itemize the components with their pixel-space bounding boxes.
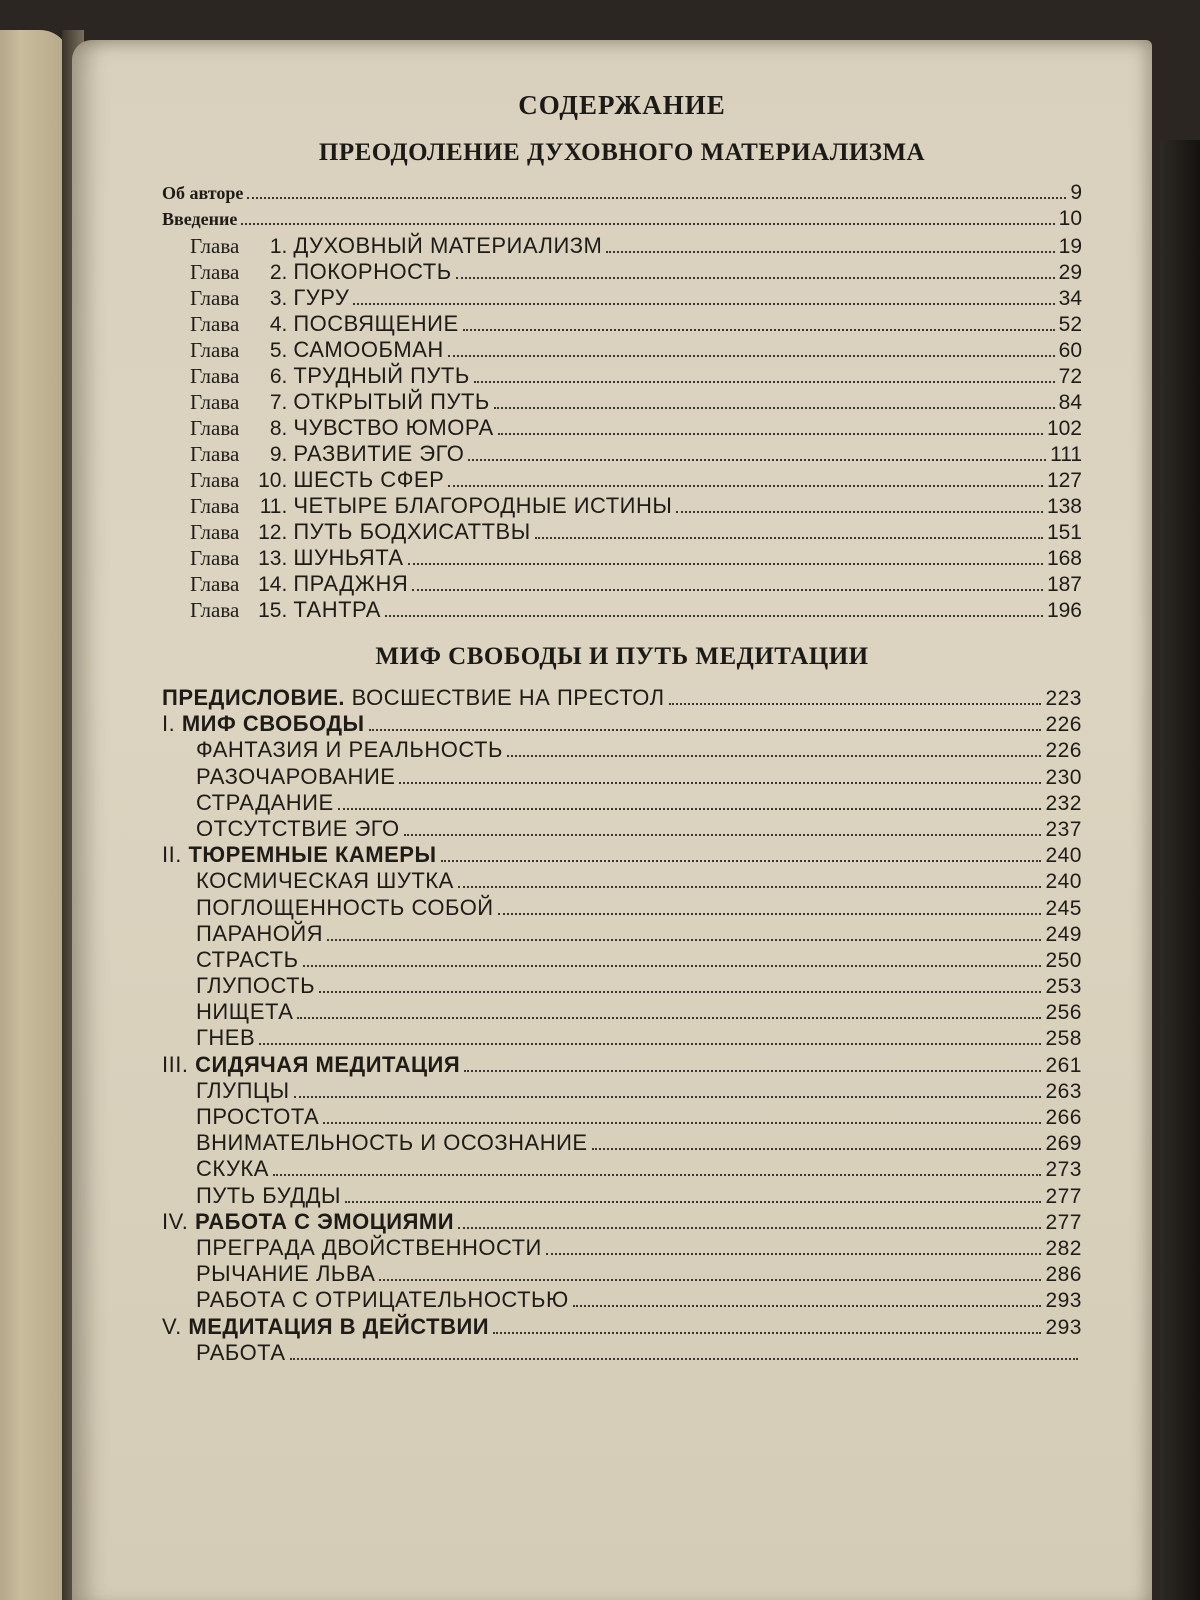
dot-leader <box>441 860 1042 862</box>
section-title: РАБОТА С ЭМОЦИЯМИ <box>195 1208 455 1234</box>
dot-leader <box>464 1070 1041 1072</box>
section-label <box>162 1052 460 1078</box>
left-page-edge <box>0 30 70 1600</box>
chapter-number: 8. <box>269 417 288 440</box>
right-cover-edge <box>1160 140 1200 1600</box>
chapter-title: ПОСВЯЩЕНИЕ <box>293 311 459 336</box>
dot-leader <box>319 991 1041 993</box>
page-number: 226 <box>1045 713 1082 737</box>
page-number: 127 <box>1046 469 1082 492</box>
chapter-word: Глава <box>190 572 240 596</box>
page-number: 151 <box>1046 521 1082 544</box>
page-number: 60 <box>1058 339 1082 362</box>
chapter-number: 15. <box>258 599 288 622</box>
subsection-label: ПАРАНОЙЯ <box>196 920 324 946</box>
section-label <box>162 1314 489 1340</box>
chapter-title: ПРАДЖНЯ <box>293 571 409 596</box>
chapter-word: Глава <box>190 338 240 362</box>
preface-rest: ВОСШЕСТВИЕ НА ПРЕСТОЛ <box>345 685 665 710</box>
dot-leader <box>404 834 1042 836</box>
subsection-label: ПРЕГРАДА ДВОЙСТВЕННОСТИ <box>196 1234 542 1260</box>
chapter-word: Глава <box>190 416 240 440</box>
chapter-entry <box>162 519 1082 545</box>
page-number: 277 <box>1045 1184 1082 1208</box>
dot-leader <box>259 1043 1041 1045</box>
chapter-entry <box>162 259 1082 285</box>
subsection-entry <box>162 764 1082 790</box>
chapter-entry <box>162 415 1082 441</box>
page-number: 293 <box>1045 1315 1082 1339</box>
toc-entry <box>162 207 1082 233</box>
subsection-entry <box>162 999 1082 1025</box>
chapter-title: ГУРУ <box>293 285 350 310</box>
subsection-entry <box>162 1261 1082 1287</box>
chapter-entry <box>162 467 1082 493</box>
chapter-number: 12. <box>258 521 288 544</box>
toc-entry <box>162 181 1082 207</box>
dot-leader <box>448 355 1055 357</box>
subsection-label: РАБОТА С ОТРИЦАТЕЛЬНОСТЬЮ <box>196 1287 569 1313</box>
subsection-label: ГЛУПОСТЬ <box>196 973 316 999</box>
table-of-contents <box>162 90 1082 1366</box>
page-number: 52 <box>1058 313 1082 336</box>
chapter-entry <box>162 571 1082 597</box>
page-number: 230 <box>1045 765 1082 789</box>
chapter-title: САМООБМАН <box>293 337 444 362</box>
chapter-word: Глава <box>190 468 240 492</box>
dot-leader <box>468 459 1046 461</box>
page-number: 226 <box>1045 739 1082 763</box>
entry-label: Об авторе <box>162 183 244 203</box>
subsection-label: ПОГЛОЩЕННОСТЬ СОБОЙ <box>196 894 494 920</box>
subsection-label: НИЩЕТА <box>196 999 294 1025</box>
subsection-entry <box>162 1130 1082 1156</box>
subsection-entry <box>162 1340 1082 1366</box>
dot-leader <box>327 939 1041 941</box>
dot-leader <box>448 485 1043 487</box>
chapter-entry <box>162 285 1082 311</box>
page-number: 232 <box>1045 791 1082 815</box>
subsection-label: СТРАДАНИЕ <box>196 789 334 815</box>
page-number: 19 <box>1058 235 1082 258</box>
page-number: 256 <box>1045 1001 1082 1025</box>
subsection-entry <box>162 947 1082 973</box>
chapter-word: Глава <box>190 234 240 258</box>
dot-leader <box>338 808 1042 810</box>
page-number: 269 <box>1045 1132 1082 1156</box>
dot-leader <box>546 1253 1042 1255</box>
page-number: 72 <box>1058 365 1082 388</box>
dot-leader <box>493 1332 1041 1334</box>
chapter-word: Глава <box>190 442 240 466</box>
subsection-entry <box>162 816 1082 842</box>
chapter-number: 5. <box>269 339 288 362</box>
subsection-label: РАЗОЧАРОВАНИЕ <box>196 763 396 789</box>
chapter-word: Глава <box>190 546 240 570</box>
dot-leader <box>507 755 1042 757</box>
chapter-entry <box>162 233 1082 259</box>
subsection-entry <box>162 973 1082 999</box>
chapter-word: Глава <box>190 598 240 622</box>
subsection-label: РАБОТА <box>196 1339 286 1365</box>
subsection-label: ГЛУПЦЫ <box>196 1077 290 1103</box>
chapter-number: 14. <box>258 573 288 596</box>
part2-list <box>162 685 1082 1366</box>
section-title: ТЮРЕМНЫЕ КАМЕРЫ <box>188 842 437 868</box>
page-number: 240 <box>1045 870 1082 894</box>
chapter-entry <box>162 363 1082 389</box>
subsection-label: ГНЕВ <box>196 1025 256 1051</box>
toc-heading: СОДЕРЖАНИЕ <box>518 90 726 120</box>
chapter-number: 1. <box>269 235 288 258</box>
chapter-entry <box>162 311 1082 337</box>
subsection-entry <box>162 1078 1082 1104</box>
dot-leader <box>456 277 1055 279</box>
section-label <box>162 842 437 868</box>
chapter-entry <box>162 337 1082 363</box>
dot-leader <box>353 303 1054 305</box>
preface-bold: ПРЕДИСЛОВИЕ. <box>162 685 346 710</box>
chapter-number: 6. <box>269 365 288 388</box>
subsection-entry <box>162 1235 1082 1261</box>
section-number: II. <box>162 842 182 868</box>
chapter-title: ТРУДНЫЙ ПУТЬ <box>293 363 470 388</box>
subsection-entry <box>162 868 1082 894</box>
chapter-title: ТАНТРА <box>293 597 381 622</box>
dot-leader <box>294 1096 1042 1098</box>
dot-leader <box>592 1148 1042 1150</box>
chapter-number: 13. <box>258 547 288 570</box>
section-number: IV. <box>162 1208 189 1234</box>
page-number: 277 <box>1045 1210 1082 1234</box>
section-number: III. <box>162 1051 189 1077</box>
page-number: 258 <box>1045 1027 1082 1051</box>
subsection-label: ПРОСТОТА <box>196 1104 320 1129</box>
subsection-entry <box>162 1156 1082 1182</box>
chapter-number: 2. <box>269 261 288 284</box>
chapter-entry <box>162 493 1082 519</box>
dot-leader <box>458 1227 1041 1229</box>
chapter-number: 10. <box>258 469 288 492</box>
page-number: 286 <box>1045 1263 1082 1287</box>
preface-entry <box>162 685 1082 711</box>
page-number: 293 <box>1045 1289 1082 1313</box>
chapter-title: ЧУВСТВО ЮМОРА <box>293 415 494 440</box>
subsection-entry <box>162 895 1082 921</box>
page-number: 10 <box>1058 207 1082 230</box>
chapter-entry <box>162 389 1082 415</box>
chapter-number: 11. <box>259 495 288 518</box>
page-number: 266 <box>1045 1106 1082 1129</box>
entry-label: Введение <box>162 209 238 229</box>
section-entry <box>162 711 1082 737</box>
dot-leader <box>273 1174 1042 1176</box>
dot-leader <box>297 1017 1041 1019</box>
dot-leader <box>379 1279 1041 1281</box>
page-number: 240 <box>1045 844 1082 868</box>
chapter-entry <box>162 441 1082 467</box>
dot-leader <box>241 223 1054 225</box>
page-number: 111 <box>1050 443 1082 466</box>
section-title: МЕДИТАЦИЯ В ДЕЙСТВИИ <box>188 1313 490 1339</box>
subsection-label: СКУКА <box>196 1156 269 1182</box>
section-label <box>162 1209 454 1235</box>
subsection-label: ОТСУТСТВИЕ ЭГО <box>196 815 400 841</box>
page-number: 187 <box>1046 573 1082 596</box>
dot-leader <box>458 886 1042 888</box>
section-entry <box>162 842 1082 868</box>
page-number: 249 <box>1045 922 1082 946</box>
subsection-entry <box>162 1104 1082 1130</box>
page-number: 250 <box>1045 948 1082 972</box>
chapter-title: ПОКОРНОСТЬ <box>293 259 452 284</box>
chapter-number: 7. <box>269 391 288 414</box>
dot-leader <box>399 782 1041 784</box>
chapter-title: РАЗВИТИЕ ЭГО <box>293 441 465 466</box>
subsection-entry <box>162 1025 1082 1051</box>
part2-title: МИФ СВОБОДЫ И ПУТЬ МЕДИТАЦИИ <box>375 643 869 670</box>
page-number: 282 <box>1045 1236 1082 1260</box>
subsection-label: РЫЧАНИЕ ЛЬВА <box>196 1261 376 1287</box>
subsection-entry <box>162 790 1082 816</box>
dot-leader <box>498 433 1043 435</box>
chapter-number: 3. <box>269 287 288 310</box>
dot-leader <box>323 1122 1041 1124</box>
page-number: 253 <box>1045 975 1082 999</box>
chapter-title: ПУТЬ БОДХИСАТТВЫ <box>293 519 531 544</box>
book-page <box>72 40 1152 1600</box>
page-number: 29 <box>1058 261 1082 284</box>
page-number: 9 <box>1070 181 1082 204</box>
section-title: МИФ СВОБОДЫ <box>181 711 365 737</box>
chapter-word: Глава <box>190 286 240 310</box>
chapter-word: Глава <box>190 494 240 518</box>
subsection-label: СТРАСТЬ <box>196 946 299 972</box>
part1-title: ПРЕОДОЛЕНИЕ ДУХОВНОГО МАТЕРИАЛИЗМА <box>318 139 926 166</box>
section-entry <box>162 1209 1082 1235</box>
part1-list <box>162 181 1082 623</box>
subsection-label: КОСМИЧЕСКАЯ ШУТКА <box>196 868 454 894</box>
subsection-entry <box>162 1287 1082 1313</box>
dot-leader <box>535 537 1043 539</box>
page-number: 237 <box>1045 817 1082 841</box>
section-title: СИДЯЧАЯ МЕДИТАЦИЯ <box>195 1051 461 1077</box>
chapter-title: ЧЕТЫРЕ БЛАГОРОДНЫЕ ИСТИНЫ <box>293 493 673 518</box>
subsection-label: ПУТЬ БУДДЫ <box>196 1182 341 1208</box>
chapter-word: Глава <box>190 364 240 388</box>
page-number: 138 <box>1046 495 1082 518</box>
dot-leader <box>676 511 1043 513</box>
chapter-entry <box>162 597 1082 623</box>
section-number: I. <box>162 711 176 737</box>
page-number: 263 <box>1045 1079 1082 1103</box>
dot-leader <box>303 965 1042 967</box>
dot-leader <box>290 1358 1078 1360</box>
chapter-title: ШУНЬЯТА <box>293 545 404 570</box>
dot-leader <box>474 381 1055 383</box>
page-number: 223 <box>1045 687 1082 710</box>
subsection-entry <box>162 737 1082 763</box>
page-number: 34 <box>1058 287 1082 310</box>
dot-leader <box>498 913 1042 915</box>
subsection-entry <box>162 1183 1082 1209</box>
dot-leader <box>247 197 1066 199</box>
section-entry <box>162 1052 1082 1078</box>
chapter-word: Глава <box>190 260 240 284</box>
dot-leader <box>606 251 1054 253</box>
chapter-title: ДУХОВНЫЙ МАТЕРИАЛИЗМ <box>293 233 603 258</box>
dot-leader <box>573 1305 1042 1307</box>
subsection-label: ФАНТАЗИЯ И РЕАЛЬНОСТЬ <box>196 737 503 763</box>
dot-leader <box>385 615 1043 617</box>
chapter-number: 4. <box>269 313 288 336</box>
subsection-label: ВНИМАТЕЛЬНОСТЬ И ОСОЗНАНИЕ <box>196 1130 588 1156</box>
chapter-word: Глава <box>190 520 240 544</box>
page-number: 261 <box>1045 1053 1082 1077</box>
page-number: 84 <box>1058 391 1082 414</box>
dot-leader <box>412 589 1043 591</box>
chapter-title: ШЕСТЬ СФЕР <box>293 467 445 492</box>
chapter-word: Глава <box>190 312 240 336</box>
page-number: 245 <box>1045 896 1082 920</box>
dot-leader <box>345 1201 1041 1203</box>
dot-leader <box>494 407 1055 409</box>
dot-leader <box>408 563 1043 565</box>
chapter-number: 9. <box>269 443 288 466</box>
dot-leader <box>669 703 1042 705</box>
page-number: 196 <box>1046 599 1082 622</box>
chapter-title: ОТКРЫТЫЙ ПУТЬ <box>293 389 490 414</box>
subsection-entry <box>162 921 1082 947</box>
dot-leader <box>369 729 1042 731</box>
page-number: 273 <box>1045 1158 1082 1182</box>
section-entry <box>162 1314 1082 1340</box>
dot-leader <box>463 329 1055 331</box>
section-label <box>162 711 365 737</box>
chapter-entry <box>162 545 1082 571</box>
page-number: 102 <box>1046 417 1082 440</box>
page-number: 168 <box>1046 547 1082 570</box>
preface-label <box>162 685 665 711</box>
chapter-word: Глава <box>190 390 240 414</box>
section-number: V. <box>162 1313 182 1339</box>
